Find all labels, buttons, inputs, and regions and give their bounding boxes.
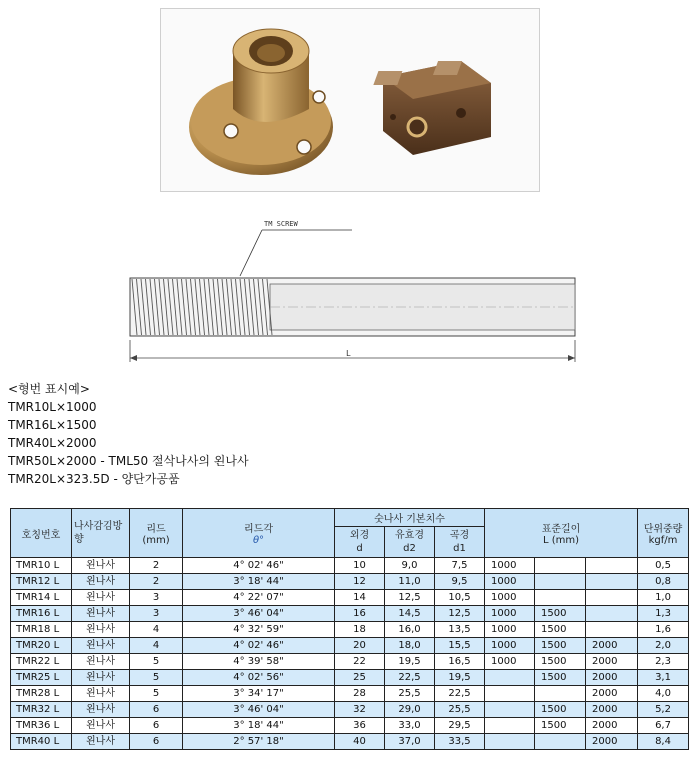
example-line: TMR16L×1500 [8,418,97,432]
header-outer: 외경 d [335,527,385,558]
header-lead-angle: 리드각 θ° [183,509,335,558]
length-2000-cell [586,574,638,590]
angle-cell: 3° 18' 44" [183,574,335,590]
direction-cell: 왼나사 [72,670,130,686]
table-row [11,686,689,702]
code-cell: TMR16 L [11,606,72,622]
length-2000-cell: 2000 [586,734,638,750]
length-2000-cell: 2000 [586,686,638,702]
square-block-nut-image [373,61,491,155]
weight-cell: 8,4 [638,734,689,750]
root-cell: 7,5 [435,558,485,574]
outer-cell: 28 [335,686,385,702]
length-2000-cell [586,606,638,622]
outer-cell: 25 [335,670,385,686]
code-cell: TMR12 L [11,574,72,590]
effective-cell: 9,0 [385,558,435,574]
code-cell: TMR14 L [11,590,72,606]
length-1000-cell [485,670,535,686]
effective-cell: 11,0 [385,574,435,590]
weight-cell: 3,1 [638,670,689,686]
weight-cell: 1,0 [638,590,689,606]
table-row [11,718,689,734]
weight-cell: 0,8 [638,574,689,590]
length-1500-cell [535,574,586,590]
root-cell: 9,5 [435,574,485,590]
header-code: 호칭번호 [11,509,72,558]
direction-cell: 왼나사 [72,606,130,622]
direction-cell: 왼나사 [72,574,130,590]
effective-cell: 25,5 [385,686,435,702]
root-cell: 13,5 [435,622,485,638]
length-1500-cell: 1500 [535,670,586,686]
weight-cell: 1,6 [638,622,689,638]
length-1000-cell [485,718,535,734]
table-row [11,702,689,718]
angle-cell: 2° 57' 18" [183,734,335,750]
length-1500-cell: 1500 [535,702,586,718]
round-flange-nut-image [189,29,333,175]
length-2000-cell: 2000 [586,702,638,718]
length-1000-cell: 1000 [485,622,535,638]
table-row [11,622,689,638]
header-effective: 유효경 d2 [385,527,435,558]
outer-cell: 18 [335,622,385,638]
angle-cell: 4° 32' 59" [183,622,335,638]
lead-cell: 4 [130,638,183,654]
length-2000-cell [586,622,638,638]
direction-cell: 왼나사 [72,734,130,750]
header-weight: 단위중량 kgf/m [638,509,689,558]
length-1000-cell [485,702,535,718]
length-1500-cell [535,558,586,574]
outer-cell: 12 [335,574,385,590]
outer-cell: 10 [335,558,385,574]
product-photo [160,8,540,192]
outer-cell: 14 [335,590,385,606]
length-2000-cell [586,590,638,606]
lead-cell: 5 [130,654,183,670]
table-row [11,606,689,622]
length-1000-cell: 1000 [485,638,535,654]
code-cell: TMR28 L [11,686,72,702]
lead-cell: 6 [130,734,183,750]
length-2000-cell [586,558,638,574]
designation-examples [8,380,249,488]
direction-cell: 왼나사 [72,638,130,654]
effective-cell: 18,0 [385,638,435,654]
lead-cell: 2 [130,574,183,590]
length-1500-cell: 1500 [535,638,586,654]
length-1500-cell [535,734,586,750]
weight-cell: 5,2 [638,702,689,718]
outer-cell: 22 [335,654,385,670]
length-1000-cell: 1000 [485,654,535,670]
callout-label: TM SCREW [264,220,298,228]
angle-cell: 3° 18' 44" [183,718,335,734]
code-cell: TMR36 L [11,718,72,734]
root-cell: 25,5 [435,702,485,718]
table-row [11,734,689,750]
length-1500-cell: 1500 [535,718,586,734]
effective-cell: 16,0 [385,622,435,638]
direction-cell: 왼나사 [72,590,130,606]
lead-cell: 6 [130,702,183,718]
spec-table-body [11,558,689,750]
weight-cell: 1,3 [638,606,689,622]
outer-cell: 40 [335,734,385,750]
angle-cell: 3° 46' 04" [183,606,335,622]
root-cell: 15,5 [435,638,485,654]
screw-diagram-svg [122,212,587,374]
code-cell: TMR22 L [11,654,72,670]
angle-cell: 4° 02' 46" [183,638,335,654]
length-1000-cell: 1000 [485,606,535,622]
length-1500-cell [535,590,586,606]
table-row [11,574,689,590]
lead-cell: 5 [130,686,183,702]
lead-cell: 3 [130,590,183,606]
outer-cell: 20 [335,638,385,654]
code-cell: TMR10 L [11,558,72,574]
direction-cell: 왼나사 [72,702,130,718]
code-cell: TMR20 L [11,638,72,654]
effective-cell: 33,0 [385,718,435,734]
example-line: TMR20L×323.5D - 양단가공품 [8,472,180,486]
spec-table [10,508,689,750]
root-cell: 12,5 [435,606,485,622]
header-lead: 리드 (mm) [130,509,183,558]
code-cell: TMR18 L [11,622,72,638]
lead-cell: 4 [130,622,183,638]
effective-cell: 12,5 [385,590,435,606]
effective-cell: 19,5 [385,654,435,670]
root-cell: 19,5 [435,670,485,686]
direction-cell: 왼나사 [72,718,130,734]
angle-cell: 3° 34' 17" [183,686,335,702]
example-line: TMR50L×2000 - TML50 절삭나사의 왼나사 [8,454,249,468]
length-1000-cell: 1000 [485,574,535,590]
length-1500-cell: 1500 [535,622,586,638]
examples-heading: <형번 표시예> [8,382,90,396]
weight-cell: 2,0 [638,638,689,654]
code-cell: TMR25 L [11,670,72,686]
effective-cell: 29,0 [385,702,435,718]
example-line: TMR10L×1000 [8,400,97,414]
table-row [11,670,689,686]
length-1500-cell [535,686,586,702]
weight-cell: 6,7 [638,718,689,734]
angle-cell: 3° 46' 04" [183,702,335,718]
length-2000-cell: 2000 [586,654,638,670]
direction-cell: 왼나사 [72,654,130,670]
effective-cell: 22,5 [385,670,435,686]
angle-cell: 4° 02' 56" [183,670,335,686]
lead-cell: 6 [130,718,183,734]
root-cell: 10,5 [435,590,485,606]
outer-cell: 16 [335,606,385,622]
table-row [11,558,689,574]
angle-cell: 4° 22' 07" [183,590,335,606]
direction-cell: 왼나사 [72,686,130,702]
root-cell: 16,5 [435,654,485,670]
weight-cell: 0,5 [638,558,689,574]
lead-cell: 5 [130,670,183,686]
root-cell: 33,5 [435,734,485,750]
length-1000-cell: 1000 [485,590,535,606]
root-cell: 29,5 [435,718,485,734]
effective-cell: 37,0 [385,734,435,750]
length-1500-cell: 1500 [535,654,586,670]
table-row [11,638,689,654]
length-1000-cell: 1000 [485,558,535,574]
lead-cell: 2 [130,558,183,574]
header-root: 곡경 d1 [435,527,485,558]
length-2000-cell: 2000 [586,638,638,654]
table-row [11,654,689,670]
weight-cell: 2,3 [638,654,689,670]
lead-cell: 3 [130,606,183,622]
direction-cell: 왼나사 [72,558,130,574]
length-label: L [346,349,351,358]
outer-cell: 36 [335,718,385,734]
code-cell: TMR32 L [11,702,72,718]
weight-cell: 4,0 [638,686,689,702]
length-1000-cell [485,686,535,702]
code-cell: TMR40 L [11,734,72,750]
screw-drawing [122,212,587,374]
example-line: TMR40L×2000 [8,436,97,450]
root-cell: 22,5 [435,686,485,702]
length-1500-cell: 1500 [535,606,586,622]
header-length: 표준길이 L (mm) [485,509,638,558]
angle-cell: 4° 39' 58" [183,654,335,670]
header-direction: 나사감김방향 [72,509,130,558]
outer-cell: 32 [335,702,385,718]
angle-cell: 4° 02' 46" [183,558,335,574]
direction-cell: 왼나사 [72,622,130,638]
length-1000-cell [485,734,535,750]
effective-cell: 14,5 [385,606,435,622]
length-2000-cell: 2000 [586,670,638,686]
length-2000-cell: 2000 [586,718,638,734]
header-basic-dims: 숫나사 기본치수 [335,509,485,527]
table-row [11,590,689,606]
